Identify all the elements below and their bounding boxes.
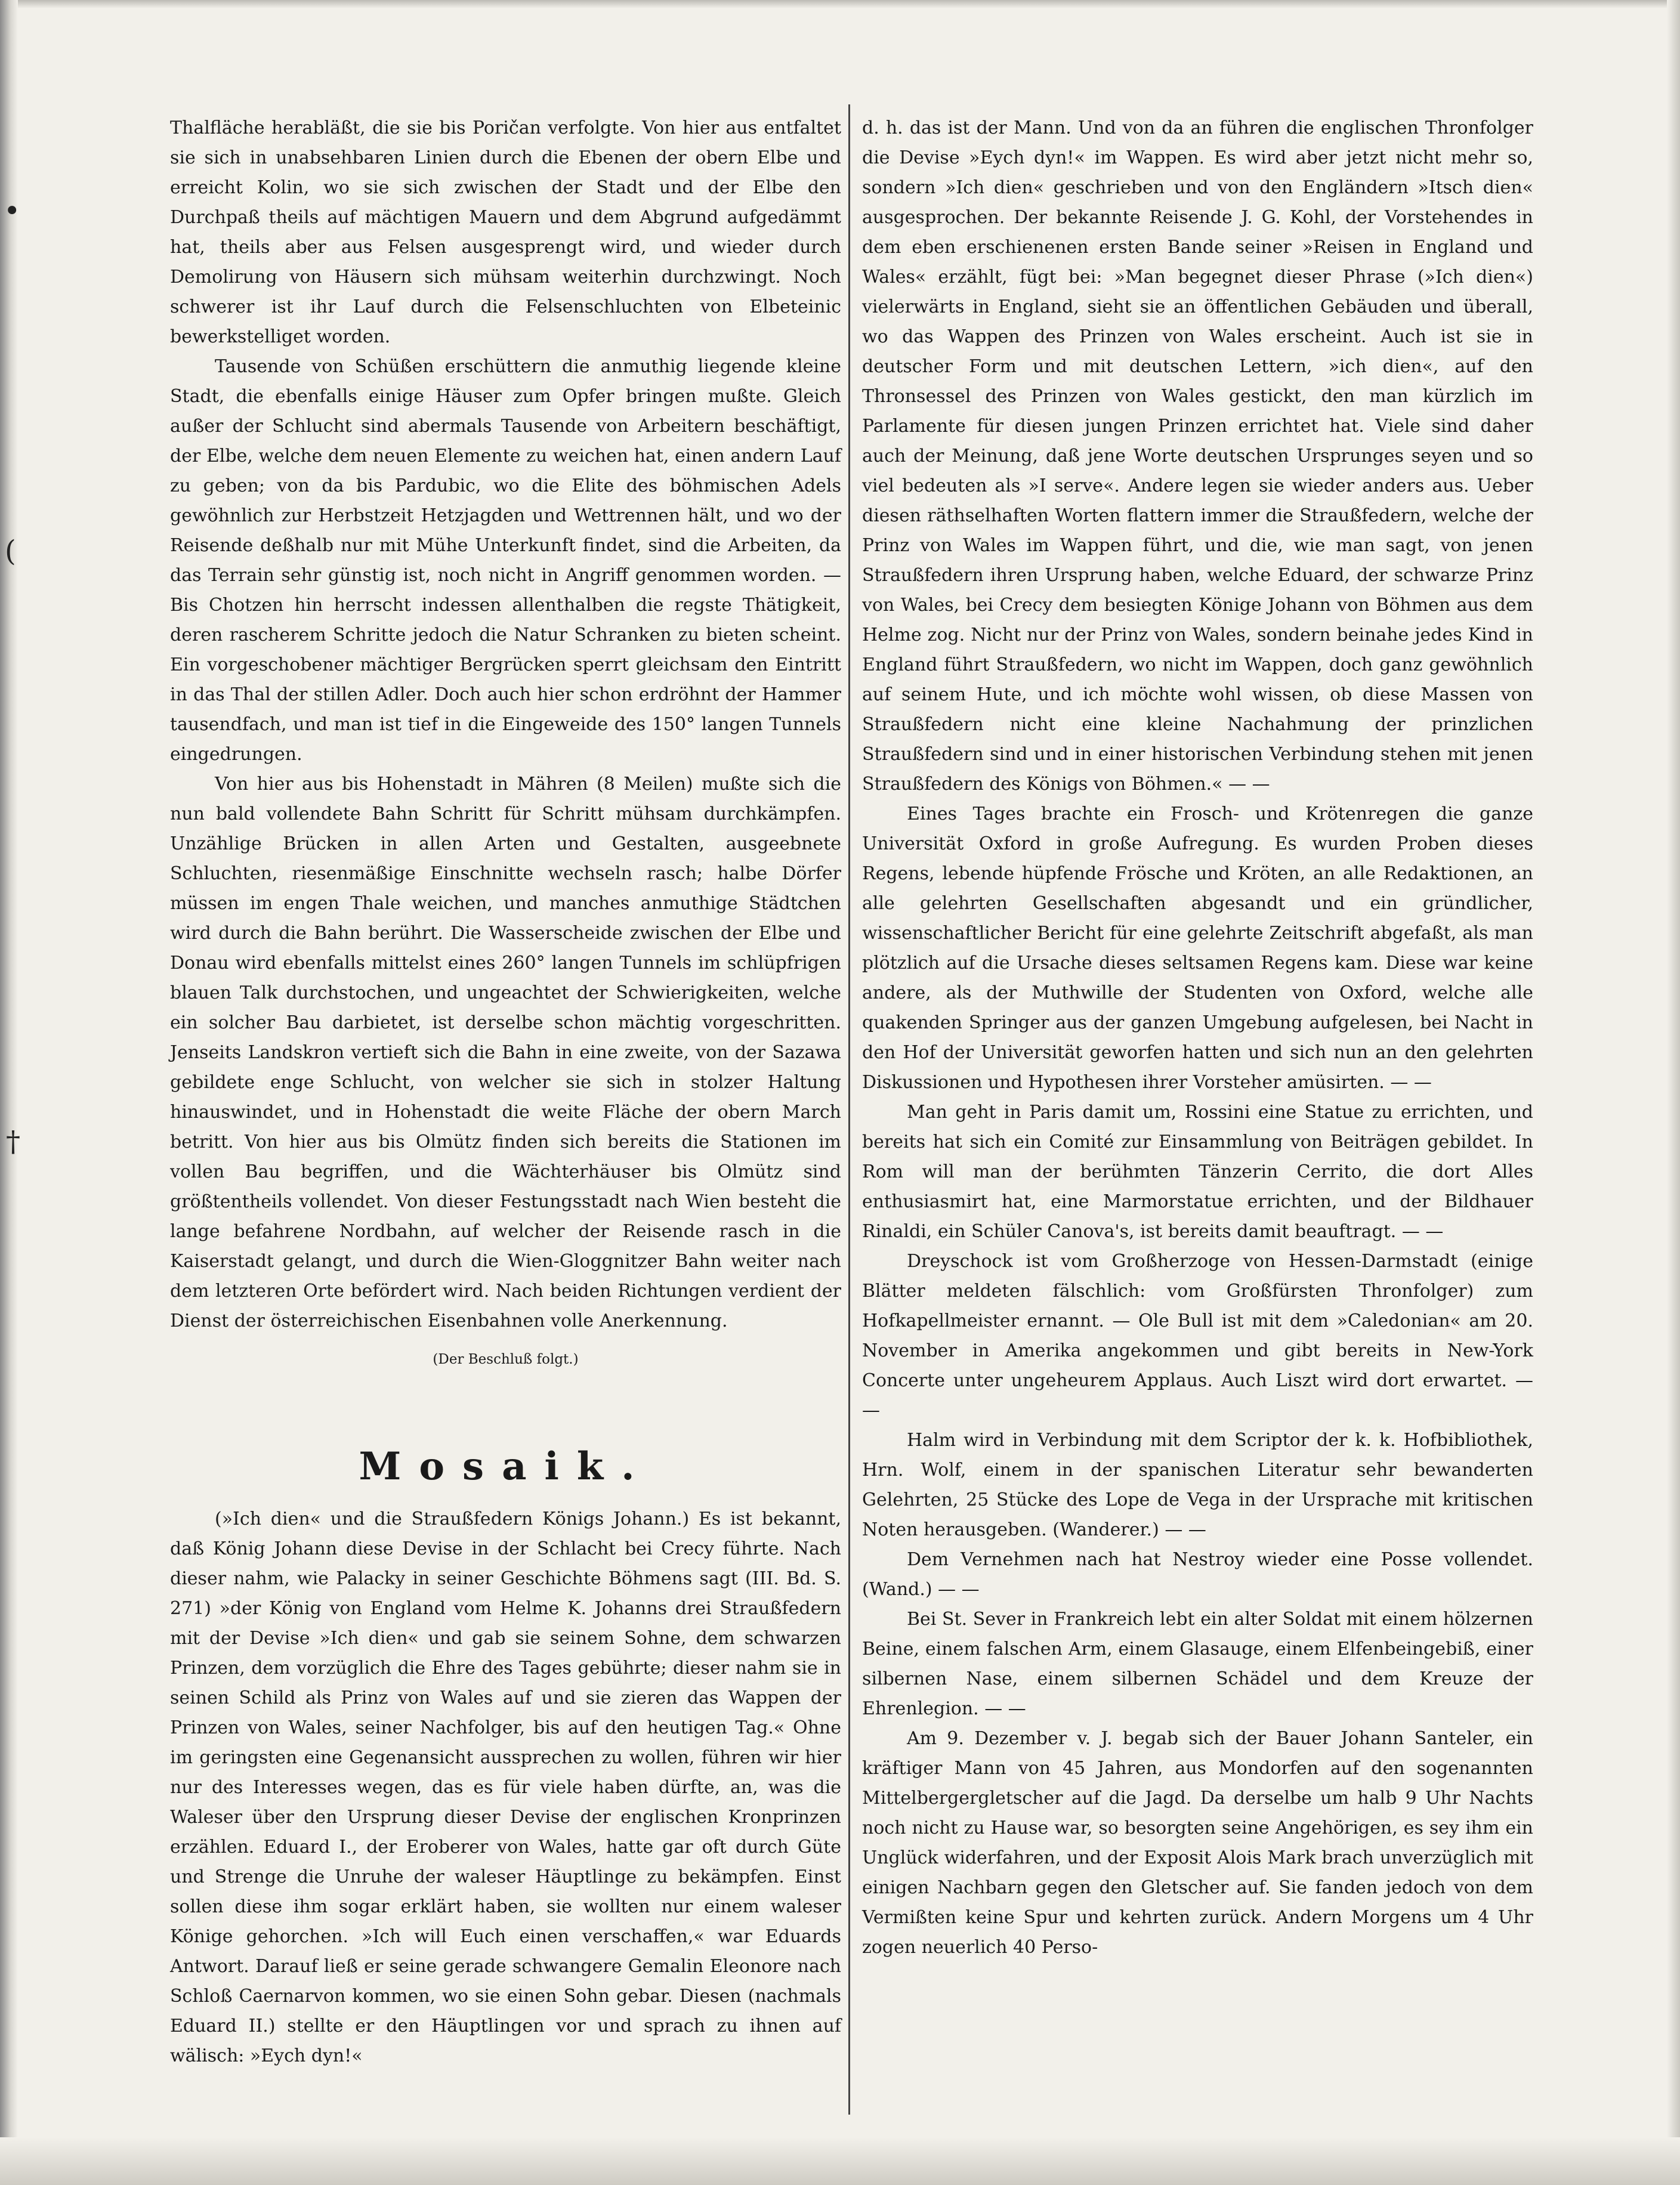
paragraph: Eines Tages brachte ein Frosch- und Krötenregen die ganze Universität Oxford in große Aufregung. Es wurden Proben dieses Regens, lebende hüpfende Frösche und Kröten, an alle Redaktionen, an alle gelehrten Gesellschaften abgesandt und ein gründlicher, wissenschaftlicher Bericht für eine gelehrte Zeitschrift abgefaßt, als man plötzlich auf die Ursache dieses seltsamen Regens kam. Diese war keine andere, als der Muthwille der Studenten von Oxford, welche alle quakenden Springer aus der ganzen Umgebung aufgelesen, bei Nacht in den Hof der Universität geworfen hatten und sich nun an den gelehrten Diskussionen und Hypothesen ihrer Vorsteher amüsirten. — — [862,803,1533,1093]
continuation-note: (Der Beschluß folgt.) [433,1352,579,1367]
paragraph: Halm wird in Verbindung mit dem Scriptor der k. k. Hofbibliothek, Hrn. Wolf, einem in der spanischen Literatur sehr bewanderten Gelehrten, 25 Stücke des Lope de Vega in der Ursprache mit kritischen Noten herausgeben. (Wanderer.) — — [862,1430,1533,1540]
section-heading: Mosaik. [359,1444,653,1489]
paragraph: d. h. das ist der Mann. Und von da an führen die englischen Thronfolger die Devise »Eych dyn!« im Wappen. Es wird aber jetzt nicht mehr so, sondern »Ich dien« geschrieben und von den Engländern »Itsch dien« ausgesprochen. Der bekannte Reisende J. G. Kohl, der Vorstehendes in dem eben erschienenen ersten Bande seiner »Reisen in England und Wales« erzählt, fügt bei: »Man begegnet dieser Phrase (»Ich dien«) vielerwärts in England, sieht sie an öffentlichen Gebäuden und überall, wo das Wappen des Prinzen von Wales erscheint. Auch ist sie in deutscher Form und mit deutschen Lettern, »ich dien«, auf den Thronsessel des Prinzen von Wales gestickt, den man kürzlich im Parlamente für diesen jungen Prinzen errichtet hat. Viele sind daher auch der Meinung, daß jene Worte deutschen Ursprunges seyen und so viel bedeuten als »I serve«. Andere legen sie wieder anders aus. Ueber diesen räthselhaften Worten flattern immer die Straußfedern, welche der Prinz von Wales im Wappen führt, und die, wie man sagt, von jenen Straußfedern ihren Ursprung haben, welche Eduard, der schwarze Prinz von Wales, bei Crecy dem besiegten Könige Johann von Böhmen aus dem Helme zog. Nicht nur der Prinz von Wales, sondern beinahe jedes Kind in England führt Straußfedern, wo nicht im Wappen, doch ganz gewöhnlich auf seinem Hute, und ich möchte wohl wissen, ob diese Massen von Straußfedern nicht eine kleine Nachahmung der prinzlichen Straußfedern sind und in einer historischen Verbindung stehen mit jenen Straußfedern des Königs von Böhmen.« — — [862,118,1533,795]
paragraph: Am 9. Dezember v. J. begab sich der Bauer Johann Santeler, ein kräftiger Mann von 45 Jahren, aus Mondorfen auf den sogenannten Mittelbergergletscher auf die Jagd. Da derselbe um halb 9 Uhr Nachts noch nicht zu Hause war, so besorgten seine Angehörigen, es sey ihm ein Unglück widerfahren, und der Exposit Alois Mark brach unverzüglich mit einigen Nachbarn gegen den Gletscher auf. Sie fanden jedoch von dem Vermißten keine Spur und kehrten zurück. Andern Morgens um 4 Uhr zogen neuerlich 40 Perso- [862,1728,1533,1958]
margin-mark-icon: † [6,1125,20,1158]
scan-edge-left [0,0,21,2185]
scan-edge-bottom [0,2137,1680,2185]
margin-mark-icon: ( [5,534,16,568]
right-column [862,113,1533,1963]
column-rule [848,104,850,2115]
scan-edge-right [1667,0,1680,2185]
left-column [170,113,841,2071]
paragraph: Man geht in Paris damit um, Rossini eine Statue zu errichten, und bereits hat sich ein Comité zur Einsammlung von Beiträgen gebildet. In Rom will man der berühmten Tänzerin Cerrito, die dort Alles enthusiasmirt hat, eine Marmorstatue errichten, und der Bildhauer Rinaldi, ein Schüler Canova's, ist bereits damit beauftragt. — — [862,1102,1533,1242]
paragraph: Tausende von Schüßen erschüttern die anmuthig liegende kleine Stadt, die ebenfalls einige Häuser zum Opfer bringen mußte. Gleich außer der Schlucht sind abermals Tausende von Arbeitern beschäftigt, der Elbe, welche dem neuen Elemente zu weichen hat, einen andern Lauf zu geben; von da bis Pardubic, wo die Elite des böhmischen Adels gewöhnlich zur Herbstzeit Hetzjagden und Wettrennen hält, und wo der Reisende deßhalb nur mit Mühe Unterkunft findet, sind die Arbeiten, da das Terrain sehr günstig ist, noch nicht in Angriff genommen worden. — Bis Chotzen hin herrscht indessen allenthalben die regste Thätigkeit, deren rascherem Schritte jedoch die Natur Schranken zu bieten scheint. Ein vorgeschobener mächtiger Bergrücken sperrt gleichsam den Eintritt in das Thal der stillen Adler. Doch auch hier schon erdröhnt der Hammer tausendfach, und man ist tief in die Eingeweide des 150° langen Tunnels eingedrungen. [170,356,841,765]
scan-edge-top [0,0,1680,8]
paragraph: Dem Vernehmen nach hat Nestroy wieder eine Posse vollendet. (Wand.) — — [862,1549,1533,1600]
paragraph: Von hier aus bis Hohenstadt in Mähren (8 Meilen) mußte sich die nun bald vollendete Bahn Schritt für Schritt mühsam durchkämpfen. Unzählige Brücken in allen Arten und Gestalten, ausgeebnete Schluchten, riesenmäßige Einschnitte wechseln rasch; halbe Dörfer müssen im engen Thale weichen, und manches anmuthige Städtchen wird durch die Bahn berührt. Die Wasserscheide zwischen der Elbe und Donau wird ebenfalls mittelst eines 260° langen Tunnels im schlüpfrigen blauen Talk durchstochen, und ungeachtet der Schwierigkeiten, welche ein solcher Bau darbietet, ist derselbe schon mächtig vorgeschritten. Jenseits Landskron vertieft sich die Bahn in eine zweite, von der Sazawa gebildete enge Schlucht, von welcher sie sich in stolzer Haltung hinauswindet, und in Hohenstadt die weite Fläche der obern March betritt. Von hier aus bis Olmütz finden sich bereits die Stationen im vollen Bau begriffen, und die Wächterhäuser bis Olmütz sind größtentheils vollendet. Von dieser Festungsstadt nach Wien besteht die lange befahrene Nordbahn, auf welcher der Reisende rasch in die Kaiserstadt gelangt, und durch die Wien-Gloggnitzer Bahn weiter nach dem letzteren Orte befördert wird. Nach beiden Richtungen verdient der Dienst der österreichischen Eisenbahnen volle Anerkennung. [170,774,841,1331]
paragraph: Bei St. Sever in Frankreich lebt ein alter Soldat mit einem hölzernen Beine, einem falschen Arm, einem Glasauge, einem Elfenbeingebiß, einer silbernen Nase, einem silbernen Schädel und dem Kreuze der Ehrenlegion. — — [862,1609,1533,1719]
paragraph: Dreyschock ist vom Großherzoge von Hessen-Darmstadt (einige Blätter meldeten fälschlich: vom Großfürsten Thronfolger) zum Hofkapellmeister ernannt. — Ole Bull ist mit dem »Caledonian« am 20. November in Amerika angekommen und gibt bereits in New-York Concerte unter ungeheurem Applaus. Auch Liszt wird dort erwartet. — — [862,1251,1533,1421]
margin-mark-icon: • [4,194,21,228]
paragraph: Thalfläche herabläßt, die sie bis Poričan verfolgte. Von hier aus entfaltet sie sich in unabsehbaren Linien durch die Ebenen der obern Elbe und erreicht Kolin, wo sie sich zwischen der Stadt und der Elbe den Durchpaß theils auf mächtigen Mauern und dem Abgrund aufgedämmt hat, theils aber aus Felsen ausgesprengt wird, und wieder durch Demolirung von Häusern sich mühsam weiterhin durchzwingt. Noch schwerer ist ihr Lauf durch die Felsenschluchten von Elbeteinic bewerkstelliget worden. [170,118,841,347]
paragraph: (»Ich dien« und die Straußfedern Königs Johann.) Es ist bekannt, daß König Johann diese Devise in der Schlacht bei Crecy führte. Nach dieser nahm, wie Palacky in seiner Geschichte Böhmens sagt (III. Bd. S. 271) »der König von England vom Helme K. Johanns drei Straußfedern mit der Devise »Ich dien« und gab sie seinem Sohne, dem schwarzen Prinzen, dem vorzüglich die Ehre des Tages gebührte; dieser nahm sie in seinen Schild als Prinz von Wales auf und sie zieren das Wappen der Prinzen von Wales, seiner Nachfolger, bis auf den heutigen Tag.« Ohne im geringsten eine Gegenansicht aussprechen zu wollen, führen wir hier nur des Interesses wegen, das es für viele haben dürfte, an, was die Waleser über den Ursprung dieser Devise der englischen Kronprinzen erzählen. Eduard I., der Eroberer von Wales, hatte gar oft durch Güte und Strenge die Unruhe der waleser Häuptlinge zu bekämpfen. Einst sollen diese ihm sogar erklärt haben, sie wollten nur einem waleser Könige gehorchen. »Ich will Euch einen verschaffen,« war Eduards Antwort. Darauf ließ er seine gerade schwangere Gemalin Eleonore nach Schloß Caernarvon kommen, wo sie einen Sohn gebar. Diesen (nachmals Eduard II.) stellte er den Häuptlingen vor und sprach zu ihnen auf wälisch: »Eych dyn!« [170,1509,841,2066]
